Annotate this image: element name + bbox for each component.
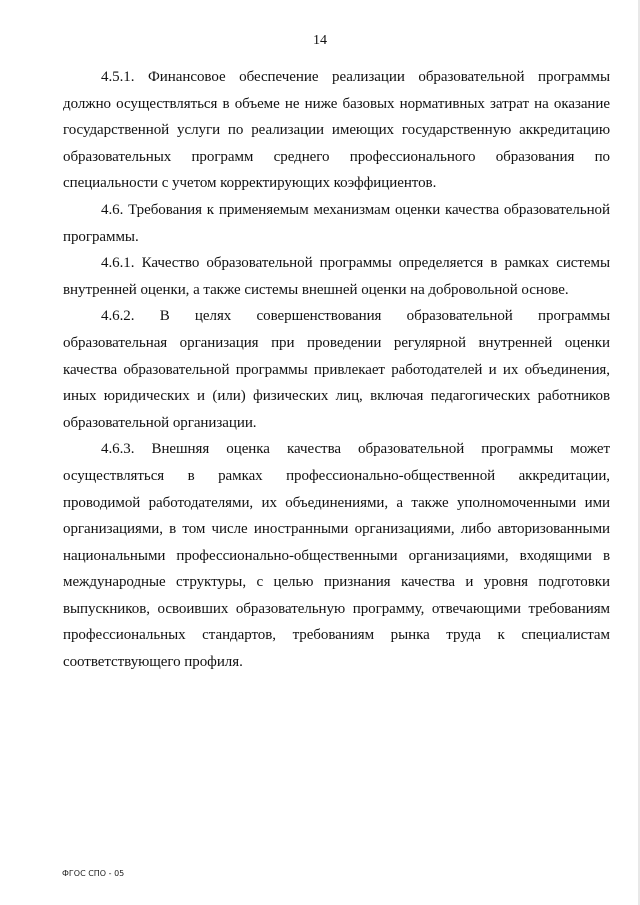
document-body [63,64,610,676]
paragraph-4-5-1: 4.5.1. Финансовое обеспечение реализации образовательной программы должно осуществляться в объеме не ниже базовых нормативных затрат на оказание государственной услуги по реализации имеющих государственную аккредитацию образовательных программ среднего профессионального образования по специальности с учетом корректирующих коэффициентов. [63,69,610,192]
paragraph-4-6-1: 4.6.1. Качество образовательной программы определяется в рамках системы внутренней оценки, а также системы внешней оценки на добровольной основе. [63,255,610,298]
page-number: 14 [313,33,327,48]
paragraph-4-6-3: 4.6.3. Внешняя оценка качества образовательной программы может осуществляться в рамках профессионально-общественной аккредитации, проводимой работодателями, их объединениями, а также уполномоченными ими организациями, в том числе иностранными организациями, либо авторизованными национальными профессионально-общественными организациями, входящими в международные структуры, с целью признания качества и уровня подготовки выпускников, освоивших образовательную программу, отвечающими требованиям профессиональных стандартов, требованиям рынка труда к специалистам соответствующего профиля. [63,441,610,671]
footer-code: ФГОС СПО - 05 [62,869,125,878]
paragraph-4-6: 4.6. Требования к применяемым механизмам оценки качества образовательной программы. [63,201,610,245]
paragraph-4-6-2: 4.6.2. В целях совершенствования образовательной программы образовательная организация при проведении регулярной внутренней оценки качества образовательной программы привлекает работодателей и их объединения, иных юридических и (или) физических лиц, включая педагогических работников образовательной организации. [63,308,610,431]
